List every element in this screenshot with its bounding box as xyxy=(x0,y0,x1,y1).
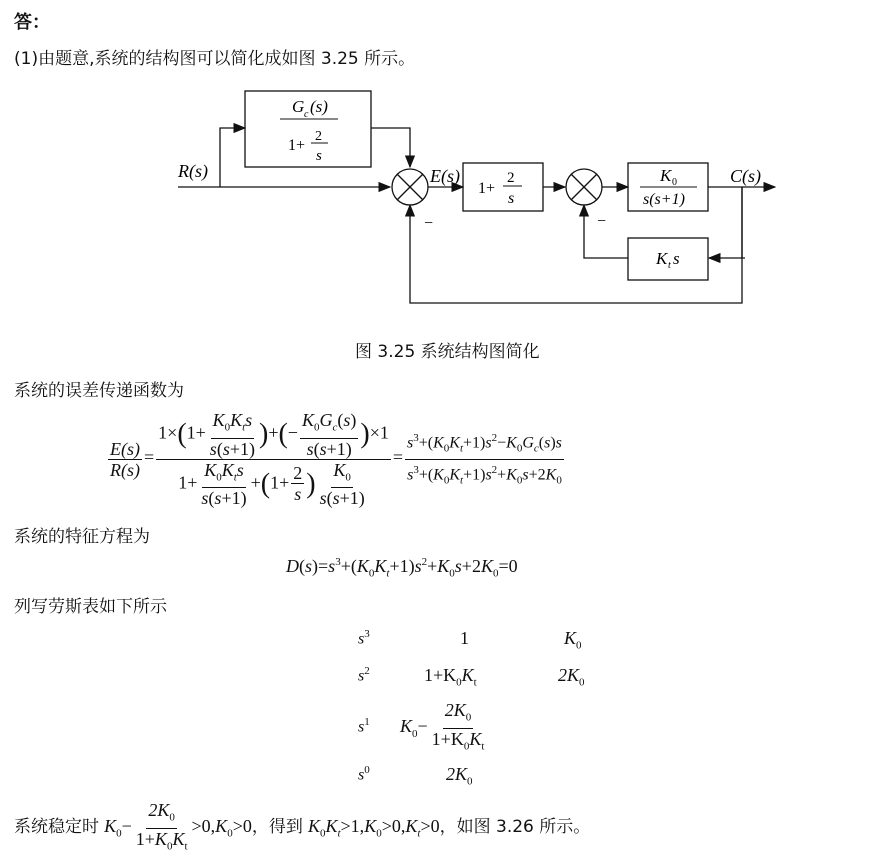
plant-num-sub: 0 xyxy=(672,177,677,188)
feedforward-branch xyxy=(220,128,245,187)
routh-row-s3: $s^3$ xyxy=(358,628,370,648)
routh-s2-c1: $1+K_0K_t$ xyxy=(424,665,477,689)
plant-den: s(s+1) xyxy=(643,191,685,208)
routh-label: 列写劳斯表如下所示 xyxy=(14,597,167,617)
plant-num: K xyxy=(660,166,672,185)
routh-s1-c1: $K_0-$ $\frac{2K_0}{1+K_0K_t}$ xyxy=(400,700,485,753)
char-eq-label: 系统的特征方程为 xyxy=(14,527,150,547)
ff-num-sub: c xyxy=(304,109,309,120)
outer-feedback-line xyxy=(410,187,742,303)
ff-den-lead: 1+ xyxy=(288,137,306,154)
ff-den-den: s xyxy=(316,148,322,164)
minus-sign-2: − xyxy=(597,213,607,230)
intro-text: (1)由题意,系统的结构图可以简化成如图 3.25 所示。 xyxy=(14,49,416,69)
output-label: C(s) xyxy=(730,166,761,186)
routh-s0-c1: $2K_0$ xyxy=(446,764,473,788)
routh-s2-c2: $2K_0$ xyxy=(558,665,585,689)
input-label: R(s) xyxy=(178,161,208,181)
conclusion-line: 系统稳定时 $K_0-$ $\frac{2K_0}{1+K_0K_t}$ $>0,K_0>0$，得到 $K_0K_t>1,K_0>0,K_t>0$，如图 3.26 所示。 xyxy=(14,800,591,853)
feedforward-out xyxy=(371,128,410,167)
routh-s3-c1: 1 xyxy=(460,628,469,648)
ff-num-tail: (s) xyxy=(310,97,328,116)
error-label: E(s) xyxy=(430,166,460,186)
routh-s3-c2: $K_0$ xyxy=(564,628,582,652)
fb-gain-tail: s xyxy=(673,249,680,268)
figure-caption: 图 3.25 系统结构图简化 xyxy=(355,342,540,362)
error-tf-label: 系统的误差传递函数为 xyxy=(14,381,184,401)
error-transfer-equation: $\frac{E(s)}{R(s)}$ = 1×(1+ $\frac{K_0K_ts}{s(s+1)}$ )+(− $\frac{K_0G_c(s)}{s(s+1)}$ )×1 1+ $\frac{K_0K_ts}{s(s+1)}$ +(1+ $\frac{2}{s}$ ) $\frac{K_0}{s(s+1)}$ = $\frac{s^3+(K_0K_t+1)s^2-K_0G_c(s)s}{s^3+(K_0K_t+1)s^2+K_0s+2K_0}$ xyxy=(110,410,562,509)
ctrl-lead: 1+ xyxy=(478,180,496,197)
velocity-feedback-block xyxy=(628,238,708,280)
rhs-fraction: $\frac{s^3+(K_0K_t+1)s^2-K_0G_c(s)s}{s^3+(K_0K_t+1)s^2+K_0s+2K_0}$ xyxy=(405,428,564,490)
main-fraction: 1×(1+ $\frac{K_0K_ts}{s(s+1)}$ )+(− $\frac{K_0G_c(s)}{s(s+1)}$ )×1 1+ $\frac{K_0K_ts}{s(s+1)}$ +(1+ $\frac{2}{s}$ ) $\frac{K_0}{s(s+1)}$ xyxy=(158,410,389,509)
ctrl-den: s xyxy=(508,190,515,207)
routh-row-s1: $s^1$ xyxy=(358,716,370,736)
lhs-fraction: $\frac{E(s)}{R(s)}$ xyxy=(110,438,140,480)
minus-sign-1: − xyxy=(424,215,434,232)
ctrl-num: 2 xyxy=(507,170,515,186)
ff-num: G xyxy=(292,97,305,116)
answer-label: 答： xyxy=(14,12,50,33)
fb-gain-sub: t xyxy=(668,260,671,271)
ff-den-num: 2 xyxy=(315,129,322,144)
routh-row-s0: $s^0$ xyxy=(358,764,370,784)
characteristic-equation: $D(s)=s^3+(K_0K_t+1)s^2+K_0s+2K_0=0$ xyxy=(286,556,518,580)
fb-gain: K xyxy=(656,249,668,268)
controller-block xyxy=(463,163,543,211)
routh-row-s2: $s^2$ xyxy=(358,665,370,685)
block-diagram xyxy=(0,0,895,330)
feedforward-block xyxy=(245,91,371,167)
